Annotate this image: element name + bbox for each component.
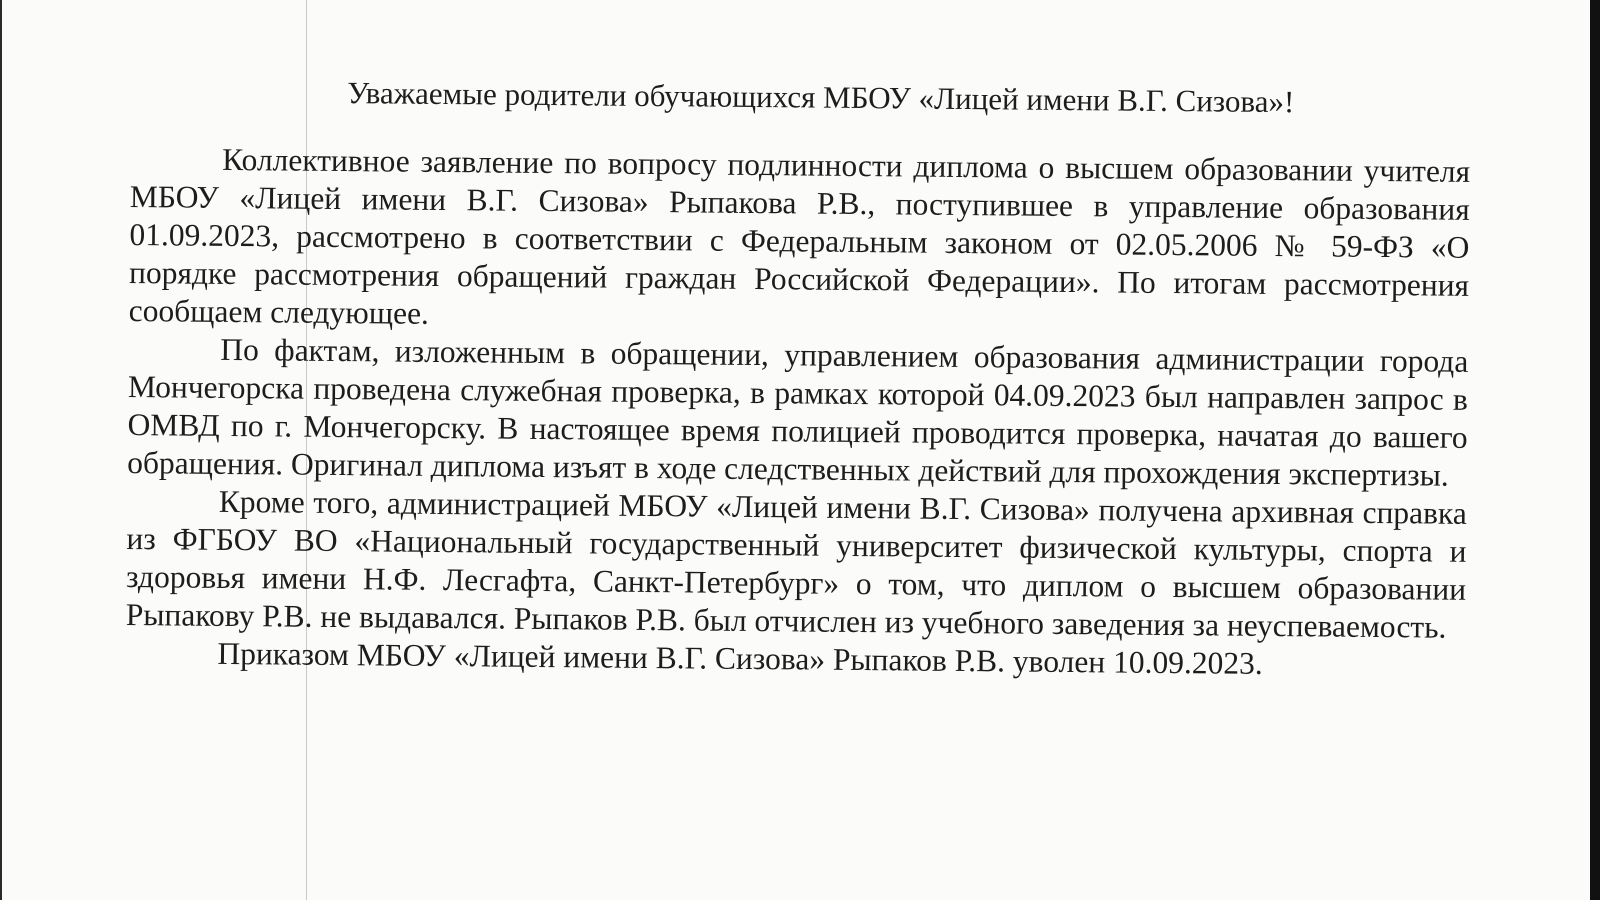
letter-paragraph-investigation: По фактам, изложенным в обращении, управлением образования администрации города Мончегорска проведена служебная проверка, в рамках которой 04.09.2023 был направлен запрос в ОМВД по г. Мончегорску. В настоящее время полицией проводится проверка, начатая до вашего обращения. Оригинал диплома изъят в ходе следственных действий для прохождения экспертизы. — [127, 331, 1469, 493]
scan-edge-right — [1590, 0, 1600, 900]
letter-paragraph-dismissal: Приказом МБОУ «Лицей имени В.Г. Сизова» Рыпаков Р.В. уволен 10.09.2023. — [217, 635, 1263, 681]
letter-paragraph-complaint: Коллективное заявление по вопросу подлинности диплома о высшем образовании учителя МБОУ «Лицей имени В.Г. Сизова» Рыпакова Р.В., поступившее в управление образования 01.09.2023, рассмотрено в соответствии с Федеральным законом от 02.05.2006 № 59-ФЗ «О порядке рассмотрения обращений граждан Российской Федерации». По итогам рассмотрения сообщаем следующее. — [128, 141, 1471, 331]
letter-paragraph-archive-certificate: Кроме того, администрацией МБОУ «Лицей имени В.Г. Сизова» получена архивная справка из ФГБОУ ВО «Национальный государственный университет физической культуры, спорта и здоровья имени Н.Ф. Лесгафта, Санкт-Петербург» о том, что диплом о высшем образовании Рыпакову Р.В. не выдавался. Рыпаков Р.В. был отчислен из учебного заведения за неуспеваемость. — [125, 483, 1467, 645]
scan-edge-left — [0, 0, 2, 900]
letter-body — [125, 72, 1471, 685]
letter-greeting: Уважаемые родители обучающихся МБОУ «Лицей имени В.Г. Сизова»! — [347, 75, 1295, 120]
